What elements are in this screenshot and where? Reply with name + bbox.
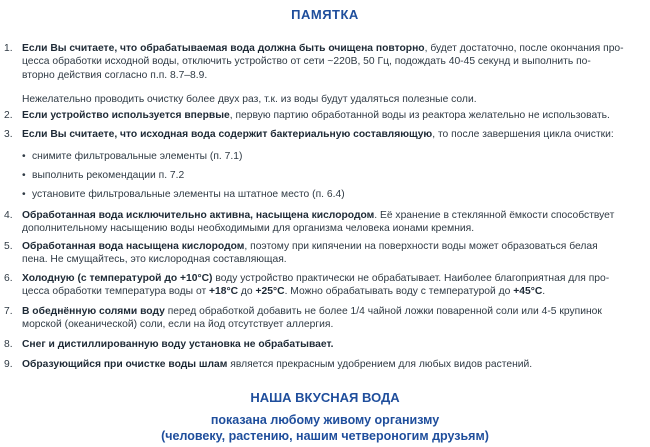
item-rest: воду устройство практически не обрабатывает.: [212, 273, 442, 284]
item-text: [22, 305, 640, 332]
item-text: [22, 128, 640, 141]
item-number: 4.: [4, 210, 13, 221]
item-line: цесса обработки исходной воды, отключить устройство от сети ~220В, 50 Гц, подождать 40-45 секунд и выполнить по-: [22, 56, 591, 68]
item-rest: до: [238, 286, 256, 298]
item-rest: перед обработкой добавить не более 1/4 чайной ложки поваренной соли или 4-5 крупинок: [164, 306, 602, 317]
item-text: [22, 209, 640, 236]
bullet-icon: •: [22, 189, 26, 200]
item-text: [22, 42, 640, 82]
item-number: 9.: [4, 359, 13, 370]
item-bold: Холодную (с температурой до +10°С): [22, 273, 213, 284]
item-rest: , то после завершения цикла очистки:: [432, 129, 614, 140]
item-bold: В обеднённую солями воду: [22, 306, 165, 317]
item-line: пена. Не смущайтесь, это кислородная составляющая.: [22, 254, 287, 266]
item-number: 6.: [4, 273, 13, 284]
item-text: [22, 240, 640, 267]
item-rest: является прекрасным удобрением для любых видов растений.: [227, 359, 533, 370]
item-bold: Снег и дистиллированную воду установка не обрабатывает.: [22, 339, 334, 350]
item-number: 8.: [4, 339, 13, 350]
item-bold: Обработанная вода насыщена кислородом: [22, 241, 245, 252]
item-line: морской (океанической) соли, если на йод отсутствует аллергия.: [22, 319, 334, 331]
footer-title: НАША ВКУСНАЯ ВОДА: [250, 390, 400, 405]
temperature-value: +18°С: [209, 286, 239, 298]
page-title: ПАМЯТКА: [291, 7, 359, 22]
item-rest: , будет достаточно, после окончания про-: [424, 43, 624, 54]
item-bold: Если Вы считаете, что обрабатываемая вода должна быть очищена повторно: [22, 43, 425, 54]
footer-subtitle-line-1: показана любому живому организму: [210, 413, 440, 427]
item-rest: , первую партию обработанной воды из реактора желательно не использовать.: [229, 110, 610, 121]
temperature-value: +25°С: [255, 286, 285, 298]
item-text: [22, 338, 640, 351]
item-rest: .: [542, 286, 546, 298]
bullet-icon: •: [22, 151, 26, 162]
item-number: 5.: [4, 241, 13, 252]
item-rest: . Её хранение в стеклянной ёмкости способствует: [374, 210, 615, 221]
item-bold: Обработанная вода исключительно активна, насыщена кислородом: [22, 210, 375, 221]
item-rest: , поэтому при кипячении на поверхности воды может образоваться белая: [244, 241, 598, 252]
temperature-value: +45°С: [513, 286, 543, 298]
item-bold: Если Вы считаете, что исходная вода содержит бактериальную составляющую: [22, 129, 433, 140]
item-line: дополнительному насыщению воды необходимыми для организма человека ионами кремния.: [22, 223, 475, 235]
item-number: 1.: [4, 43, 13, 54]
item-bold: Если устройство используется впервые: [22, 110, 230, 121]
item-text: [22, 358, 640, 371]
item-rest: . Можно обрабатывать воду с температурой до: [284, 286, 514, 298]
item-number: 2.: [4, 110, 13, 121]
bullet-text: выполнить рекомендации п. 7.2: [32, 170, 185, 181]
item-rest: Наиболее благоприятная для про-: [441, 273, 610, 284]
item-number: 7.: [4, 306, 13, 317]
note-text: Нежелательно проводить очистку более двух раз, т.к. из воды будут удаляться полезные соли.: [22, 94, 477, 105]
item-text: [22, 109, 640, 122]
footer-subtitle-line-2: (человеку, растению, нашим четвероногим друзьям): [161, 429, 489, 443]
bullet-text: установите фильтровальные элементы на штатное место (п. 6.4): [32, 189, 345, 200]
bullet-text: снимите фильтровальные элементы (п. 7.1): [32, 151, 243, 162]
bullet-icon: •: [22, 170, 26, 181]
item-text: [22, 272, 640, 299]
item-number: 3.: [4, 129, 13, 140]
item-rest: цесса обработки температура воды от: [22, 286, 210, 298]
item-bold: Образующийся при очистке воды шлам: [22, 359, 228, 370]
item-line: вторно действия согласно п.п. 8.7–8.9.: [22, 69, 208, 81]
